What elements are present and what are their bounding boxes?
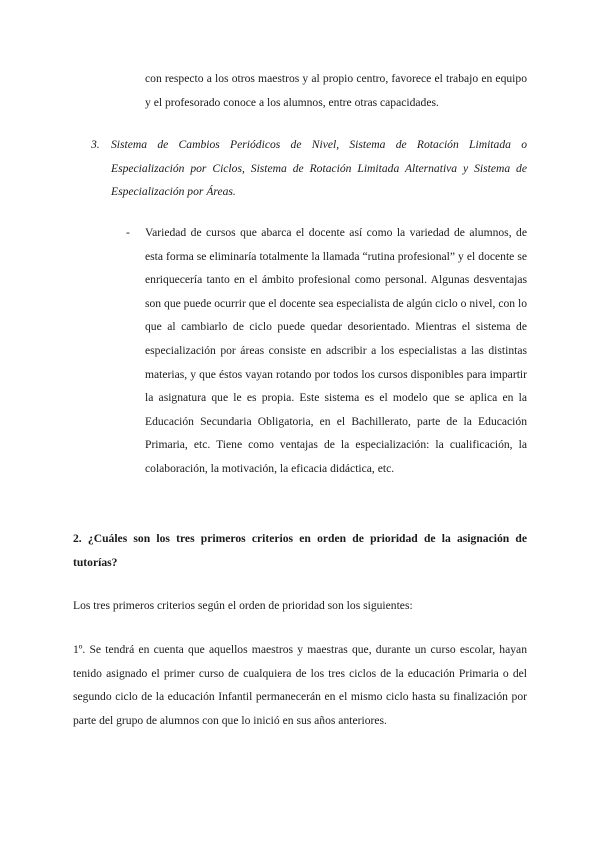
list-item-3-text: Sistema de Cambios Periódicos de Nivel, Sistema de Rotación Limitada o Especialización por Ciclos, Sistema de Rotación Limitada Alternativa y Sistema de Especialización por Áreas. <box>111 138 527 199</box>
lead-paragraph: Los tres primeros criterios según el orden de prioridad son los siguientes: <box>73 599 413 612</box>
question-heading: 2. ¿Cuáles son los tres primeros criterios en orden de prioridad de la asignación de tutorías? <box>73 532 527 569</box>
first-criterion-paragraph: 1º. Se tendrá en cuenta que aquellos maestros y maestras que, durante un curso escolar, hayan tenido asignado el primer curso de cualquiera de los tres ciclos de la educación Primaria o del segundo ciclo de la educación Infantil permanecerán en el mismo ciclo hasta su finalización por parte del grupo de alumnos con que lo inició en sus años anteriores. <box>73 643 527 727</box>
bullet-paragraph: Variedad de cursos que abarca el docente así como la variedad de alumnos, de esta forma se eliminaría totalmente la llamada “rutina profesional” y el docente se enriquecería tanto en el ámbito profesional como personal. Algunas desventajas son que puede ocurrir que el docente sea especialista de algún ciclo o nivel, con lo que al cambiarlo de ciclo puede quedar desorientado. Mientras el sistema de especialización por áreas consiste en adscribir a los especialistas a las distintas materias, y que éstos vayan rotando por todos los cursos disponibles para impartir la asignatura que le es propia. Este sistema es el modelo que se aplica en la Educación Secundaria Obligatoria, en el Bachillerato, parte de la Educación Primaria, etc. Tiene como ventajas de la especialización: la cualificación, la colaboración, la motivación, la eficacia didáctica, etc. <box>145 226 527 475</box>
intro-paragraph: con respecto a los otros maestros y al propio centro, favorece el trabajo en equipo y el profesorado conoce a los alumnos, entre otras capacidades. <box>145 72 527 109</box>
bullet-marker: - <box>126 226 130 239</box>
list-item-number: 3. <box>91 138 100 151</box>
